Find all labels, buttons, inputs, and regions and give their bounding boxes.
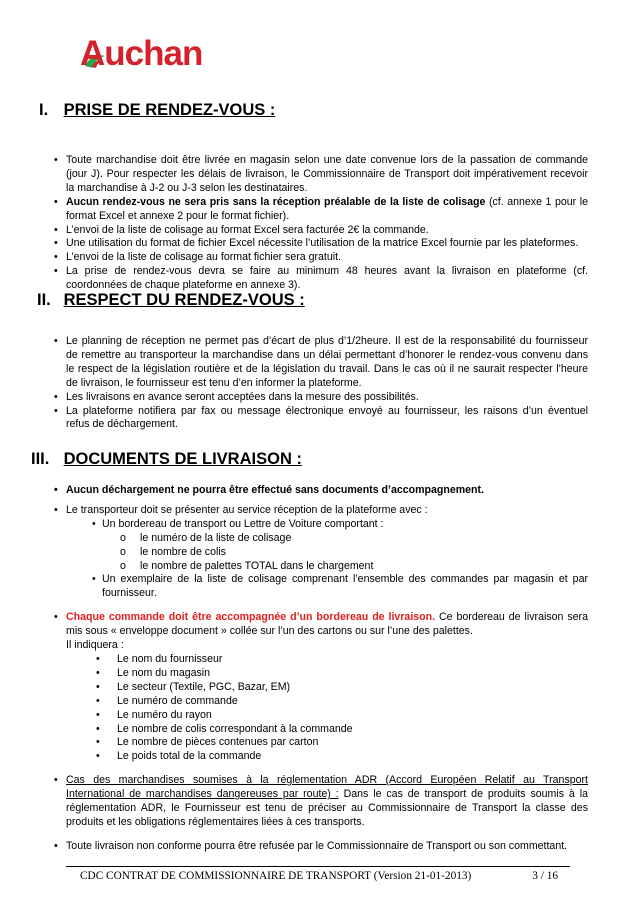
section-2-heading: II. RESPECT DU RENDEZ-VOUS : — [37, 291, 305, 309]
list-item: • Le planning de réception ne permet pas d’écart de plus d’1/2heure. Il est de la responsabilité du fournisseur de remettre au transporteur la marchandise dans un délai permettant d’honorer le rendez-vous convenu dans le respect de la législation routière et de la législation du travail. Dans le cas où il ne saurait respecter l’heure de livraison, le fournisseur est tenu d’en informer la plateforme. — [54, 335, 588, 389]
list-item: • Toute livraison non conforme pourra être refusée par le Commissionnaire de Transport ou son commettant. — [54, 839, 568, 852]
section-2-list — [54, 335, 588, 432]
delivery-slip-fields — [66, 653, 588, 764]
list-item: • L’envoi de la liste de colisage au format Excel sera facturée 2€ la commande. — [54, 223, 429, 236]
list-item: • Chaque commande doit être accompagnée d’un bordereau de livraison. Ce bordereau de livraison sera mis sous « enveloppe document » collée sur l’un des cartons ou sur l’une des palettes. Il indiquera : • Le nom du fournisseur • Le nom du magasin • Le secteur (Textile, PGC, Bazar, EM) • Le numéro de commande • Le numéro du rayon • Le nombre de colis correspondant à la commande • Le nombre de pièces contenues par carton • Le poids total de la commande — [54, 611, 588, 763]
list-item: • Aucun rendez-vous ne sera pris sans la réception préalable de la liste de colisage (cf. annexe 1 pour le format Excel et annexe 2 pour le format fichier). — [54, 195, 588, 222]
section-3-list — [54, 484, 588, 854]
list-item: • Le secteur (Textile, PGC, Bazar, EM) — [96, 680, 291, 693]
section-1-list — [54, 154, 588, 293]
list-item: • Le nom du fournisseur — [96, 652, 223, 665]
list-item: • Le numéro du rayon — [96, 708, 212, 721]
list-item: • Le nombre de colis correspondant à la commande — [96, 722, 353, 735]
list-item: • Le numéro de commande — [96, 694, 238, 707]
list-item: • Une utilisation du format de fichier Excel nécessite l’utilisation de la matrice Excel fournie par les plateformes. — [54, 237, 579, 250]
list-item: • Aucun déchargement ne pourra être effectué sans documents d’accompagnement. — [54, 484, 484, 496]
sub-list-item: • Un exemplaire de la liste de colisage comprenant l’ensemble des commandes par magasin et par fournisseur. — [92, 573, 588, 600]
list-item: • L’envoi de la liste de colisage au format fichier sera gratuit. — [54, 251, 341, 264]
list-item: • La plateforme notifiera par fax ou message électronique envoyé au fournisseur, les raisons d’un éventuel refus de déchargement. — [54, 404, 588, 431]
list-item: • Le nombre de pièces contenues par carton — [96, 736, 319, 749]
list-item: • Le nom du magasin — [96, 666, 211, 679]
footer-title: CDC CONTRAT DE COMMISSIONNAIRE DE TRANSPORT (Version 21-01-2013) — [80, 870, 472, 882]
auchan-logo — [80, 34, 225, 80]
section-3-heading: III. DOCUMENTS DE LIVRAISON : — [31, 450, 302, 468]
page-footer — [66, 866, 570, 885]
logo-text: Auchan — [80, 34, 203, 73]
sub-list-item: • Un bordereau de transport ou Lettre de Voiture comportant : o le numéro de la liste de colisage o le nombre de colis o le nombre de palettes TOTAL dans le chargement — [92, 517, 384, 572]
list-item: • La prise de rendez-vous devra se faire au minimum 48 heures avant la livraison en plateforme (cf. coordonnées de chaque plateforme en annexe 3). — [54, 265, 588, 292]
page-number: 3 / 16 — [532, 870, 558, 882]
list-item: • Les livraisons en avance seront acceptées dans la mesure des possibilités. — [54, 390, 419, 403]
list-item: • Le transporteur doit se présenter au service réception de la plateforme avec : • Un bordereau de transport ou Lettre de Voiture comportant : o le numéro de la liste de colisage o le nombre de colis o le nombre de palettes TOTAL dans le chargement • Un exemplaire de la liste de colisage comprenant l’ensemble des commandes par magasin et par fournisseur. — [54, 503, 588, 600]
list-item: • Le poids total de la commande — [96, 750, 262, 763]
section-1-heading: I. PRISE DE RENDEZ-VOUS : — [39, 101, 276, 119]
list-item: • Cas des marchandises soumises à la réglementation ADR (Accord Européen Relatif au Transport International de marchandises dangereuses par route) : Dans le cas de transport de produits soumis à la réglementation ADR, le Fournisseur est tenu de préciser au Commissionnaire de Transport la classe des produits et les obligations réglementaires liées à ces transports. — [54, 774, 588, 828]
list-item: • Toute marchandise doit être livrée en magasin selon une date convenue lors de la passation de commande (jour J). Pour respecter les délais de livraison, le Commissionnaire de Transport doit impérativement recevoir la marchandise à J-2 ou J-3 selon les destinataires. — [54, 154, 588, 194]
